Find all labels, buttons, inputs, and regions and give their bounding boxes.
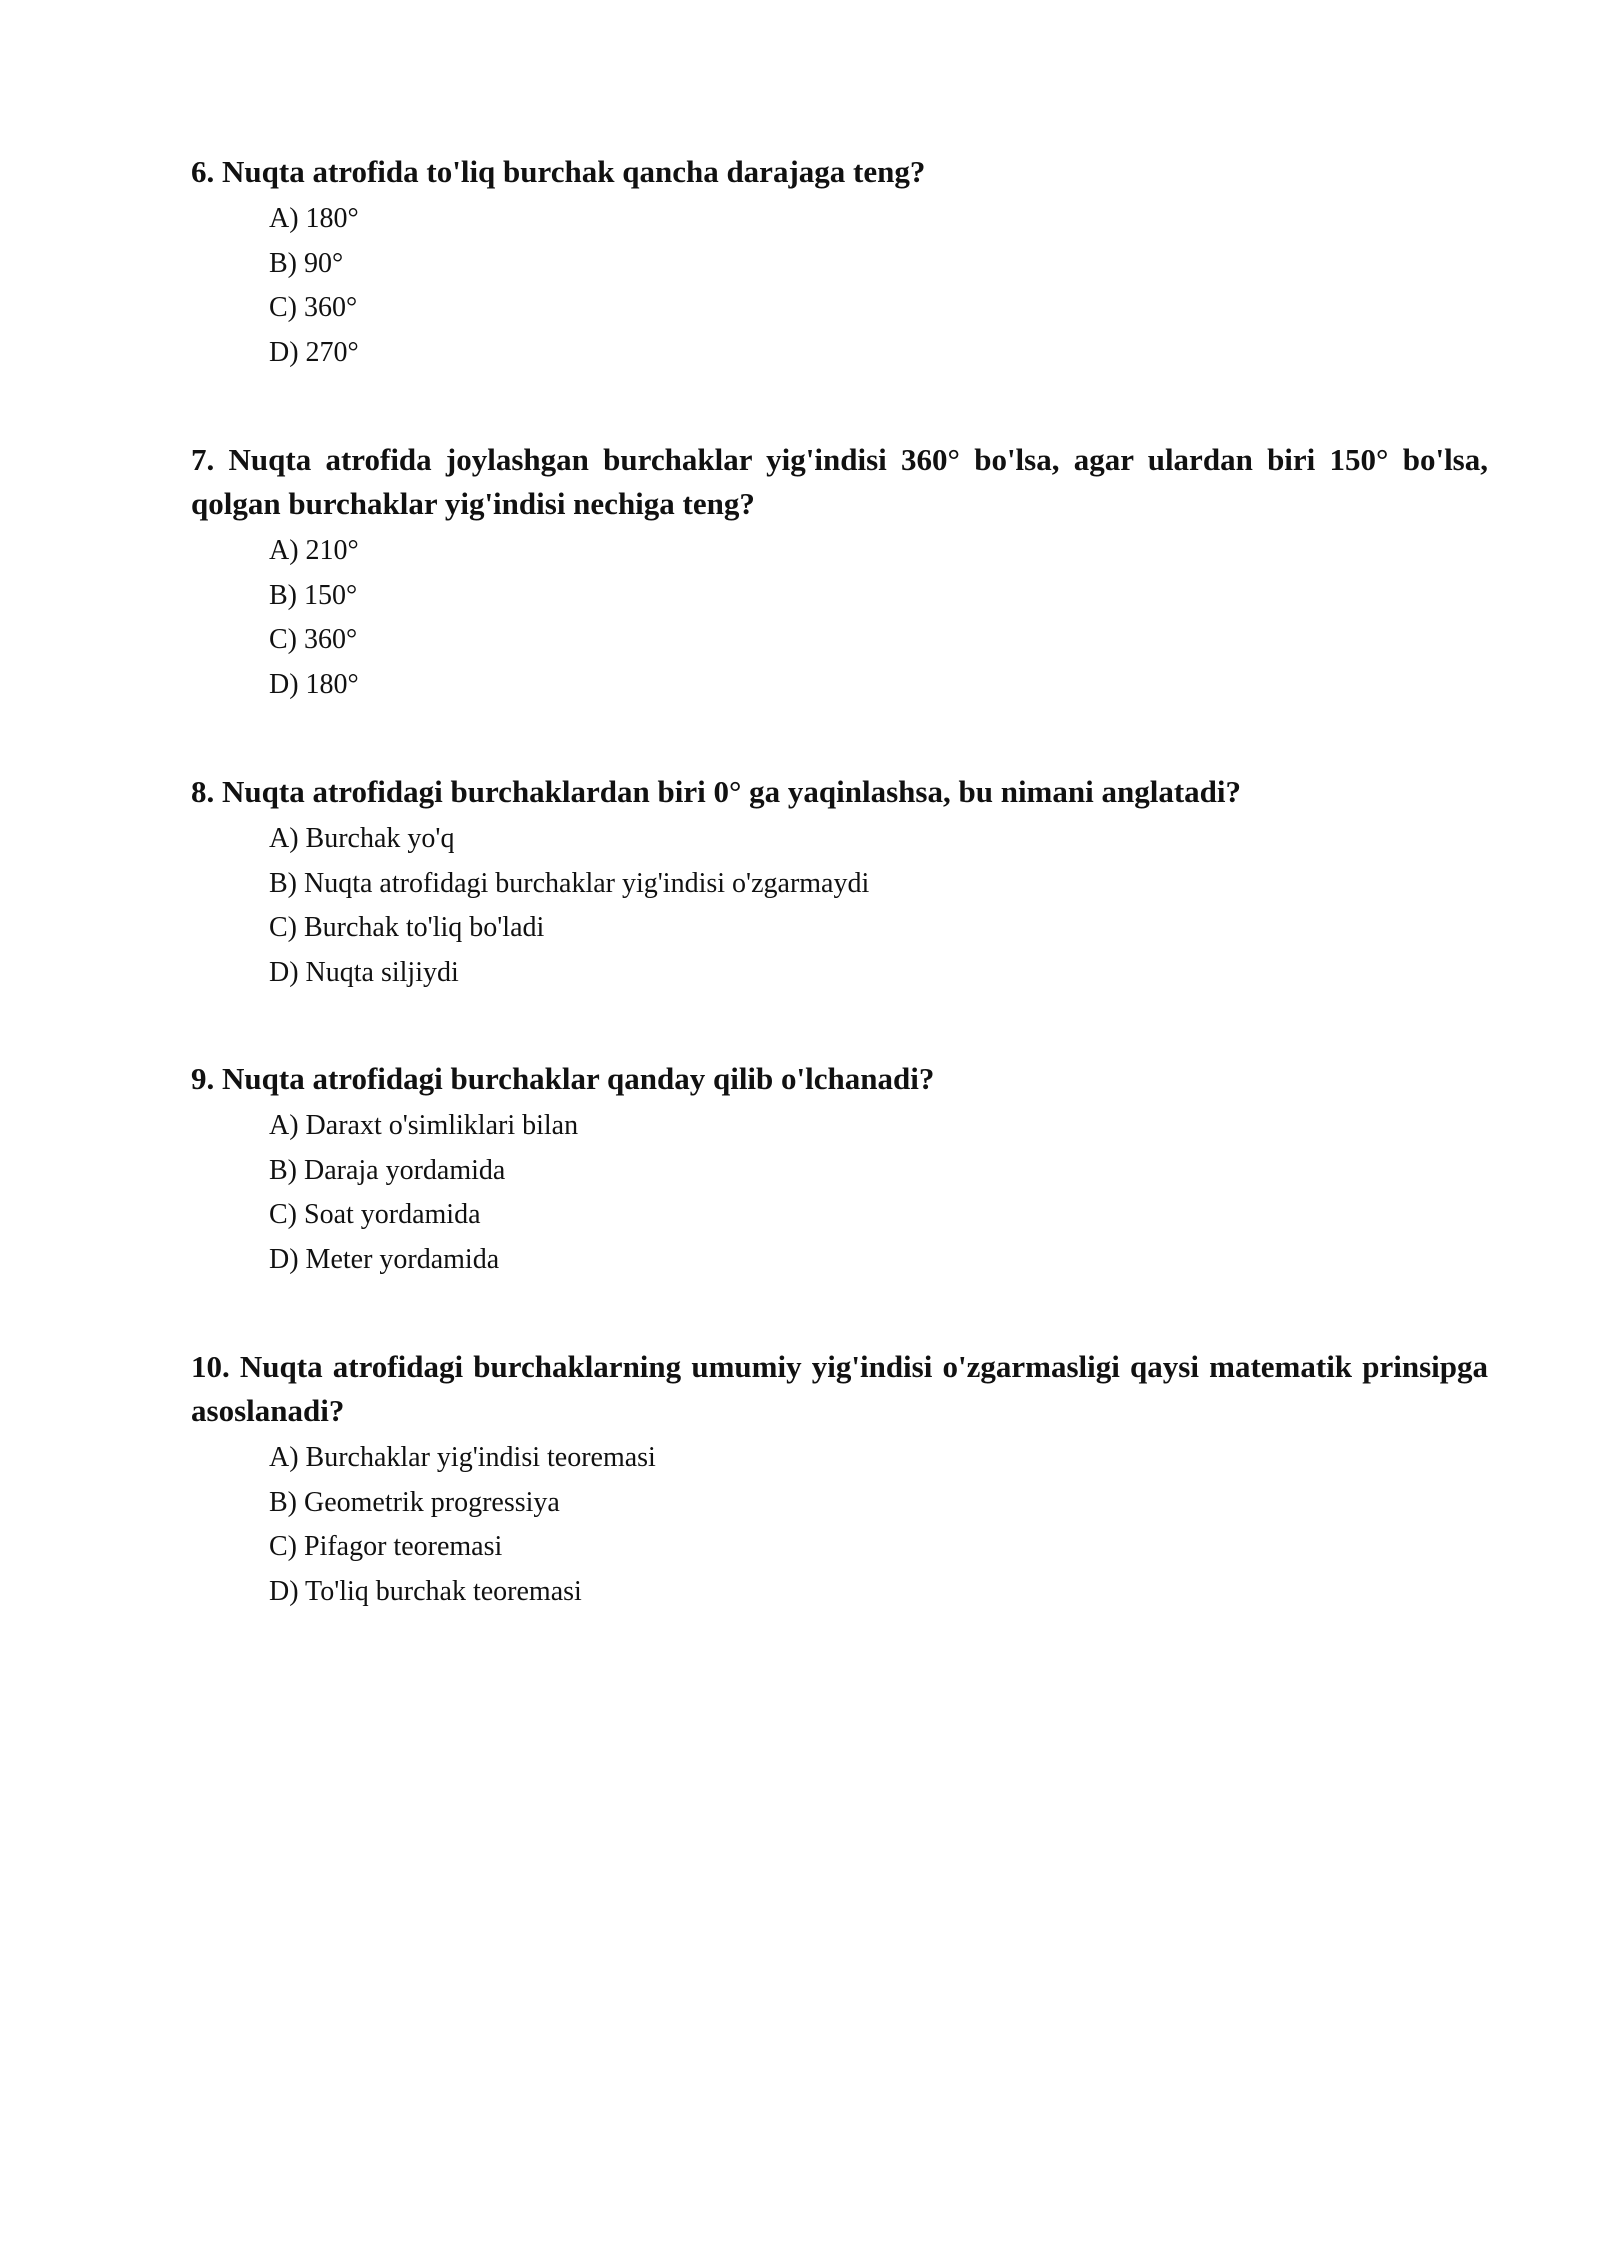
answer-options (191, 817, 1488, 995)
option-b: B) 90° (269, 247, 344, 279)
option-d: D) Nuqta siljiydi (269, 956, 459, 988)
option-b: B) 150° (269, 579, 358, 611)
answer-options (191, 529, 1488, 707)
question-10 (191, 1345, 1488, 1614)
question-text: 6. Nuqta atrofida to'liq burchak qancha darajaga teng? (191, 154, 926, 189)
option-a: A) 210° (269, 535, 359, 566)
option-a: A) Burchaklar yig'indisi teoremasi (269, 1442, 656, 1473)
option-a: A) Burchak yo'q (269, 823, 455, 854)
question-8 (191, 770, 1488, 995)
answer-options (191, 1104, 1488, 1282)
option-d: D) To'liq burchak teoremasi (269, 1575, 582, 1607)
option-b: B) Nuqta atrofidagi burchaklar yig'indisi o'zgarmaydi (269, 867, 870, 899)
option-c: C) Soat yordamida (269, 1199, 481, 1230)
question-text: 7. Nuqta atrofida joylashgan burchaklar yig'indisi 360° bo'lsa, agar ulardan biri 150° bo'lsa, qolgan burchaklar yig'indisi nechiga teng? (191, 442, 1488, 521)
option-a: A) 180° (269, 203, 359, 234)
question-7 (191, 438, 1488, 707)
option-c: C) Burchak to'liq bo'ladi (269, 912, 545, 943)
question-text: 9. Nuqta atrofidagi burchaklar qanday qilib o'lchanadi? (191, 1061, 935, 1096)
option-a: A) Daraxt o'simliklari bilan (269, 1110, 579, 1141)
question-6 (191, 150, 1488, 375)
question-text: 10. Nuqta atrofidagi burchaklarning umumiy yig'indisi o'zgarmasligi qaysi matematik prinsipga asoslanadi? (191, 1349, 1488, 1428)
option-c: C) 360° (269, 292, 358, 323)
option-b: B) Daraja yordamida (269, 1154, 506, 1186)
question-text: 8. Nuqta atrofidagi burchaklardan biri 0° ga yaqinlashsa, bu nimani anglatadi? (191, 774, 1242, 809)
question-9 (191, 1057, 1488, 1282)
option-c: C) 360° (269, 624, 358, 655)
option-c: C) Pifagor teoremasi (269, 1531, 503, 1562)
option-b: B) Geometrik progressiya (269, 1486, 560, 1518)
answer-options (191, 1436, 1488, 1614)
option-d: D) 270° (269, 336, 359, 368)
answer-options (191, 197, 1488, 375)
option-d: D) 180° (269, 668, 359, 700)
option-d: D) Meter yordamida (269, 1243, 500, 1275)
